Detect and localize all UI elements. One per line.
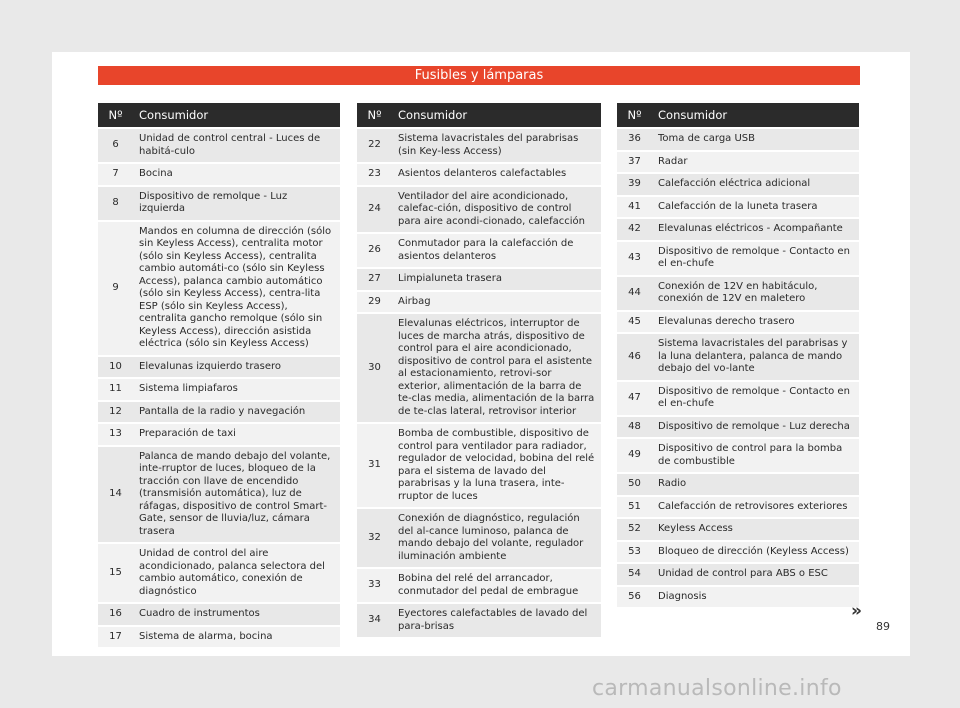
fuse-consumer: Keyless Access [652, 519, 859, 540]
table-row [357, 569, 601, 602]
fuse-consumer: Unidad de control del aire acondicionado, palanca selectora del cambio automático, conexión de diagnóstico [133, 544, 340, 602]
table-row [617, 587, 859, 608]
fuse-consumer: Calefacción eléctrica adicional [652, 174, 859, 195]
fuse-number: 8 [98, 187, 133, 220]
table-row [357, 424, 601, 507]
fuse-number: 24 [357, 187, 392, 233]
table-row [617, 382, 859, 415]
fuse-number: 27 [357, 269, 392, 290]
fuse-consumer: Diagnosis [652, 587, 859, 608]
fuse-consumer: Dispositivo de control para la bomba de combustible [652, 439, 859, 472]
table-row [357, 509, 601, 567]
fuse-consumer: Sistema de alarma, bocina [133, 627, 340, 648]
table-row [617, 417, 859, 438]
table-row [98, 222, 340, 355]
table-row [357, 164, 601, 185]
continue-marker: » [851, 601, 862, 621]
table-row [617, 219, 859, 240]
table-row [617, 174, 859, 195]
fuse-consumer: Dispositivo de remolque - Luz derecha [652, 417, 859, 438]
header-consumer: Consumidor [133, 103, 340, 127]
fuse-table-3 [617, 101, 859, 609]
table-header [617, 103, 859, 127]
fuse-number: 12 [98, 402, 133, 423]
fuse-number: 16 [98, 604, 133, 625]
fuse-consumer: Sistema lavacristales del parabrisas (sin Key-less Access) [392, 129, 601, 162]
table-row [357, 234, 601, 267]
fuse-number: 31 [357, 424, 392, 507]
fuse-consumer: Elevalunas izquierdo trasero [133, 357, 340, 378]
fuse-number: 22 [357, 129, 392, 162]
table-row [617, 439, 859, 472]
table-row [617, 152, 859, 173]
fuse-number: 37 [617, 152, 652, 173]
table-row [98, 379, 340, 400]
fuse-number: 45 [617, 312, 652, 333]
fuse-consumer: Elevalunas eléctricos, interruptor de luces de marcha atrás, dispositivo de control para el aire acondicionado, dispositivo de control para el asistente al estacionamiento, retrovi-sor exterior, alimentación de la barra de te-clas media, alimentación de la barra de te-clas lateral, retrovisor interior [392, 314, 601, 422]
fuse-consumer: Sistema limpiafaros [133, 379, 340, 400]
fuse-number: 13 [98, 424, 133, 445]
fuse-consumer: Calefacción de la luneta trasera [652, 197, 859, 218]
table-row [98, 129, 340, 162]
fuse-number: 46 [617, 334, 652, 380]
table-row [98, 187, 340, 220]
fuse-consumer: Cuadro de instrumentos [133, 604, 340, 625]
fuse-consumer: Eyectores calefactables de lavado del para-brisas [392, 604, 601, 637]
fuse-number: 47 [617, 382, 652, 415]
fuse-consumer: Mandos en columna de dirección (sólo sin Keyless Access), centralita motor (sólo sin Keyless Access), centralita cambio automáti-co (sólo sin Keyless Access), palanca cambio automático (sólo sin Keyless Access), centra-lita ESP (sólo sin Keyless Access), centralita gancho remolque (sólo sin Keyless Access), dirección asistida eléctrica (sólo sin Keyless Access) [133, 222, 340, 355]
fuse-consumer: Radar [652, 152, 859, 173]
fuse-consumer: Sistema lavacristales del parabrisas y la luna delantera, palanca de mando debajo del vo-lante [652, 334, 859, 380]
table-row [617, 474, 859, 495]
header-no: Nº [357, 103, 392, 127]
fuse-consumer: Dispositivo de remolque - Luz izquierda [133, 187, 340, 220]
table-row [617, 497, 859, 518]
fuse-consumer: Conexión de diagnóstico, regulación del al-cance luminoso, palanca de mando debajo del volante, regulador iluminación ambiente [392, 509, 601, 567]
fuse-number: 53 [617, 542, 652, 563]
fuse-number: 51 [617, 497, 652, 518]
table-row [617, 277, 859, 310]
table-row [357, 292, 601, 313]
fuse-number: 17 [98, 627, 133, 648]
header-consumer: Consumidor [652, 103, 859, 127]
fuse-number: 30 [357, 314, 392, 422]
fuse-number: 33 [357, 569, 392, 602]
fuse-number: 36 [617, 129, 652, 150]
table-row [98, 544, 340, 602]
fuse-consumer: Airbag [392, 292, 601, 313]
table-row [617, 197, 859, 218]
fuse-number: 9 [98, 222, 133, 355]
table-row [617, 519, 859, 540]
fuse-number: 42 [617, 219, 652, 240]
table-row [98, 164, 340, 185]
fuse-consumer: Unidad de control para ABS o ESC [652, 564, 859, 585]
fuse-number: 50 [617, 474, 652, 495]
fuse-number: 10 [98, 357, 133, 378]
table-row [98, 604, 340, 625]
fuse-consumer: Pantalla de la radio y navegación [133, 402, 340, 423]
fuse-consumer: Bloqueo de dirección (Keyless Access) [652, 542, 859, 563]
fuse-consumer: Ventilador del aire acondicionado, calefac-ción, dispositivo de control para aire acondi-cionado, calefacción [392, 187, 601, 233]
table-row [98, 447, 340, 543]
table-row [617, 312, 859, 333]
fuse-number: 23 [357, 164, 392, 185]
table-row [617, 242, 859, 275]
page-number: 89 [876, 620, 890, 633]
header-no: Nº [98, 103, 133, 127]
fuse-consumer: Calefacción de retrovisores exteriores [652, 497, 859, 518]
fuse-number: 56 [617, 587, 652, 608]
fuse-consumer: Bocina [133, 164, 340, 185]
header-no: Nº [617, 103, 652, 127]
table-header [357, 103, 601, 127]
table-row [357, 129, 601, 162]
table-row [357, 314, 601, 422]
table-row [617, 542, 859, 563]
fuse-number: 32 [357, 509, 392, 567]
fuse-number: 49 [617, 439, 652, 472]
table-row [357, 269, 601, 290]
fuse-consumer: Dispositivo de remolque - Contacto en el en-chufe [652, 242, 859, 275]
fuse-number: 44 [617, 277, 652, 310]
table-row [98, 627, 340, 648]
fuse-consumer: Conexión de 12V en habitáculo, conexión de 12V en maletero [652, 277, 859, 310]
fuse-number: 41 [617, 197, 652, 218]
table-row [98, 424, 340, 445]
fuse-consumer: Bobina del relé del arrancador, conmutador del pedal de embrague [392, 569, 601, 602]
fuse-consumer: Toma de carga USB [652, 129, 859, 150]
fuse-number: 14 [98, 447, 133, 543]
fuse-table-1 [98, 101, 340, 649]
fuse-number: 11 [98, 379, 133, 400]
fuse-consumer: Elevalunas derecho trasero [652, 312, 859, 333]
fuse-number: 29 [357, 292, 392, 313]
fuse-consumer: Conmutador para la calefacción de asientos delanteros [392, 234, 601, 267]
section-title: Fusibles y lámparas [98, 66, 860, 85]
table-row [617, 564, 859, 585]
fuse-table-2 [357, 101, 601, 639]
fuse-number: 52 [617, 519, 652, 540]
fuse-consumer: Dispositivo de remolque - Contacto en el en-chufe [652, 382, 859, 415]
fuse-consumer: Unidad de control central - Luces de habitá-culo [133, 129, 340, 162]
fuse-number: 34 [357, 604, 392, 637]
fuse-consumer: Asientos delanteros calefactables [392, 164, 601, 185]
fuse-number: 6 [98, 129, 133, 162]
fuse-number: 39 [617, 174, 652, 195]
fuse-consumer: Palanca de mando debajo del volante, inte-rruptor de luces, bloqueo de la tracción con llave de encendido (transmisión automática), luz de ráfagas, dispositivo de control Smart-Gate, sensor de lluvia/luz, cámara trasera [133, 447, 340, 543]
fuse-consumer: Preparación de taxi [133, 424, 340, 445]
fuse-number: 15 [98, 544, 133, 602]
fuse-number: 54 [617, 564, 652, 585]
table-row [98, 357, 340, 378]
table-row [617, 129, 859, 150]
table-row [357, 604, 601, 637]
table-row [357, 187, 601, 233]
fuse-consumer: Limpialuneta trasera [392, 269, 601, 290]
fuse-consumer: Bomba de combustible, dispositivo de control para ventilador para radiador, regulador de velocidad, bobina del relé para el sistema de lavado del parabrisas y la luna trasera, inte-rruptor de luces [392, 424, 601, 507]
fuse-consumer: Elevalunas eléctricos - Acompañante [652, 219, 859, 240]
fuse-consumer: Radio [652, 474, 859, 495]
table-header [98, 103, 340, 127]
header-consumer: Consumidor [392, 103, 601, 127]
table-row [98, 402, 340, 423]
fuse-number: 48 [617, 417, 652, 438]
table-row [617, 334, 859, 380]
fuse-number: 43 [617, 242, 652, 275]
watermark: carmanualsonline.info [592, 676, 842, 701]
fuse-number: 7 [98, 164, 133, 185]
fuse-number: 26 [357, 234, 392, 267]
